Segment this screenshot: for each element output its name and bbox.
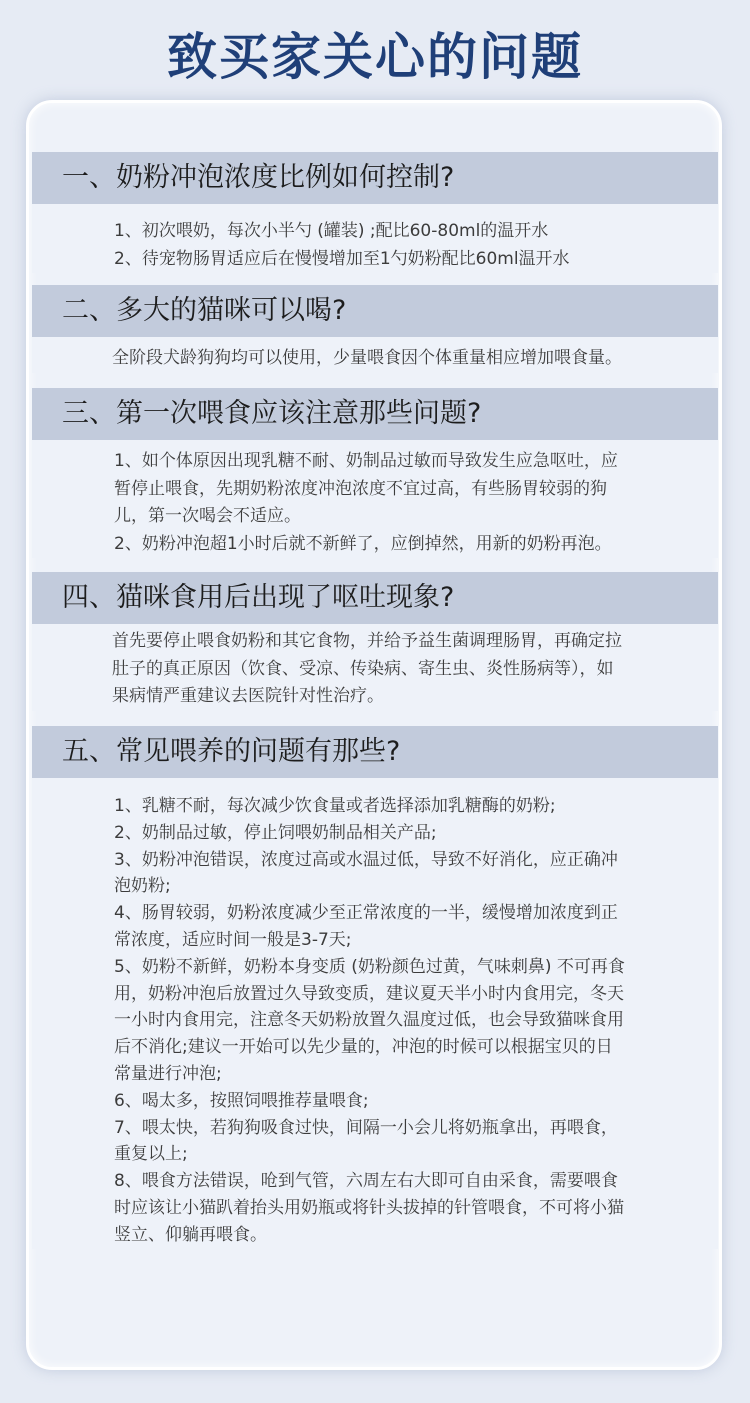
answer-line: 竖立、仰躺再喂食。 xyxy=(114,1224,267,1245)
faq-answer-4 xyxy=(32,624,718,711)
faq-section-5 xyxy=(32,726,718,1249)
faq-section-4 xyxy=(32,572,718,711)
answer-line: 3、奶粉冲泡错误，浓度过高或水温过低，导致不好消化，应正确冲 xyxy=(114,849,618,870)
answer-line: 重复以上; xyxy=(114,1144,188,1165)
answer-line: 一小时内食用完，注意冬天奶粉放置久温度过低，也会导致猫咪食用 xyxy=(114,1010,624,1031)
faq-section-1 xyxy=(32,152,718,273)
answer-line: 2、待宠物肠胃适应后在慢慢增加至1勺奶粉配比60ml温开水 xyxy=(114,248,570,269)
answer-line: 6、喝太多，按照饲喂推荐量喂食; xyxy=(114,1090,369,1111)
answer-line: 暂停止喂食，先期奶粉浓度冲泡浓度不宜过高，有些肠胃较弱的狗 xyxy=(114,478,607,499)
answer-line: 儿，第一次喝会不适应。 xyxy=(114,506,301,526)
answer-line: 1、如个体原因出现乳糖不耐、奶制品过敏而导致发生应急呕吐，应 xyxy=(114,451,618,471)
faq-answer-2 xyxy=(32,337,718,373)
answer-line: 泡奶粉; xyxy=(114,876,171,897)
answer-line: 2、奶制品过敏，停止饲喂奶制品相关产品; xyxy=(114,822,437,843)
page-title: 致买家关心的问题 xyxy=(167,28,583,86)
answer-line: 用，奶粉冲泡后放置过久导致变质，建议夏天半小时内食用完，冬天 xyxy=(114,983,624,1004)
answer-line: 首先要停止喂食奶粉和其它食物，并给予益生菌调理肠胃，再确定拉 xyxy=(112,631,622,651)
faq-heading-4: 四、猫咪食用后出现了呕吐现象? xyxy=(32,572,718,624)
answer-line: 4、肠胃较弱，奶粉浓度减少至正常浓度的一半，缓慢增加浓度到正 xyxy=(114,903,618,924)
faq-answer-3 xyxy=(32,440,718,558)
faq-answer-5 xyxy=(32,778,718,1249)
answer-line: 肚子的真正原因（饮食、受凉、传染病、寄生虫、炎性肠病等），如 xyxy=(112,658,614,679)
answer-line: 1、乳糖不耐，每次减少饮食量或者选择添加乳糖酶的奶粉; xyxy=(114,796,556,816)
answer-line: 常浓度，适应时间一般是3-7天; xyxy=(114,929,352,950)
answer-line: 1、初次喂奶，每次小半勺 (罐装) ;配比60-80ml的温开水 xyxy=(114,221,549,241)
answer-line: 常量进行冲泡; xyxy=(114,1063,222,1084)
faq-answer-1 xyxy=(32,204,718,273)
answer-line: 8、喂食方法错误，呛到气管，六周左右大即可自由采食，需要喂食 xyxy=(114,1171,618,1192)
answer-line: 时应该让小猫趴着抬头用奶瓶或将针头拔掉的针管喂食，不可将小猫 xyxy=(114,1197,624,1218)
answer-line: 7、喂太快，若狗狗吸食过快，间隔一小会儿将奶瓶拿出，再喂食， xyxy=(114,1117,618,1138)
faq-heading-3: 三、第一次喂食应该注意那些问题? xyxy=(32,388,718,440)
faq-heading-2: 二、多大的猫咪可以喝? xyxy=(32,285,718,337)
faq-heading-5: 五、常见喂养的问题有那些? xyxy=(32,726,718,778)
faq-heading-1: 一、奶粉冲泡浓度比例如何控制? xyxy=(32,152,718,204)
faq-section-2 xyxy=(32,285,718,373)
answer-line: 果病情严重建议去医院针对性治疗。 xyxy=(112,686,384,706)
answer-line: 全阶段犬龄狗狗均可以使用，少量喂食因个体重量相应增加喂食量。 xyxy=(112,348,622,368)
faq-section-3 xyxy=(32,388,718,558)
answer-line: 2、奶粉冲泡超1小时后就不新鲜了，应倒掉然，用新的奶粉再泡。 xyxy=(114,533,612,554)
answer-line: 5、奶粉不新鲜，奶粉本身变质 (奶粉颜色过黄，气味刺鼻) 不可再食 xyxy=(114,956,625,977)
answer-line: 后不消化;建议一开始可以先少量的，冲泡的时候可以根据宝贝的日 xyxy=(114,1037,613,1058)
